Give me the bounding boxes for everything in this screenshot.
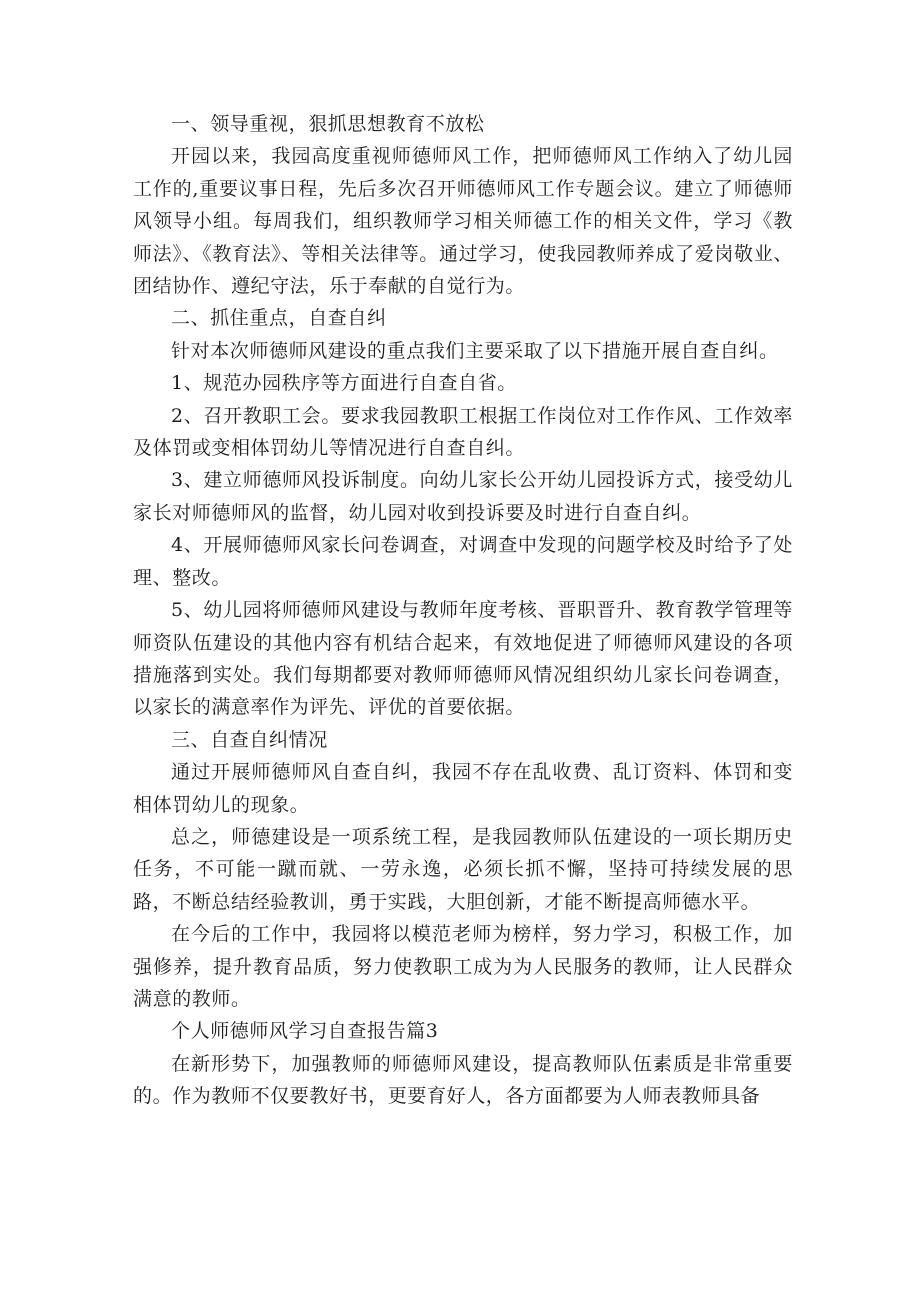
paragraph-opening: 开园以来，我园高度重视师德师风工作，把师德师风工作纳入了幼儿园工作的,重要议事日程，先后多次召开师德师风工作专题会议。建立了师德师风领导小组。每周我们，组织教师学习相关师德工作的相关文件，学习《教师法》、《教育法》、等相关法律等。通过学习，使我园教师养成了爱岗敬业、团结协作、遵纪守法，乐于奉献的自觉行为。	[133, 145, 793, 298]
list-item-4: 4、开展师德师风家长问卷调查，对调查中发现的问题学校及时给予了处理、整改。	[133, 534, 793, 589]
paragraph-future: 在今后的工作中，我园将以模范老师为榜样，努力学习，积极工作，加强修养，提升教育品质，努力使教职工成为为人民服务的教师，让人民群众满意的教师。	[133, 923, 793, 1010]
paragraph-report-3-opening: 在新形势下，加强教师的师德师风建设，提高教师队伍素质是非常重要的。作为教师不仅要教好书，更要育好人，各方面都要为人师表教师具备	[133, 1052, 793, 1108]
report-title-3: 个人师德师风学习自查报告篇3	[171, 1020, 439, 1043]
paragraph-findings: 通过开展师德师风自查自纠，我园不存在乱收费、乱订资料、体罚和变相体罚幼儿的现象。	[133, 761, 793, 816]
list-item-5: 5、幼儿园将师德师风建设与教师年度考核、晋职晋升、教育教学管理等师资队伍建设的其他内容有机结合起来，有效地促进了师德师风建设的各项措施落到实处。我们每期都要对教师师德师风情况组织幼儿家长问卷调查，以家长的满意率作为评先、评优的首要依据。	[133, 599, 793, 719]
list-item-3: 3、建立师德师风投诉制度。向幼儿家长公开幼儿园投诉方式，接受幼儿家长对师德师风的监督，幼儿园对收到投诉要及时进行自查自纠。	[133, 469, 793, 524]
list-item-2: 2、召开教职工会。要求我园教职工根据工作岗位对工作作风、工作效率及体罚或变相体罚幼儿等情况进行自查自纠。	[133, 404, 793, 460]
document-body	[133, 108, 793, 1113]
section-heading-3: 三、自查自纠情况	[171, 728, 328, 751]
section-heading-2: 二、抓住重点，自查自纠	[171, 307, 387, 330]
list-item-1: 1、规范办园秩序等方面进行自查自省。	[171, 372, 517, 395]
paragraph-summary: 总之，师德建设是一项系统工程，是我园教师队伍建设的一项长期历史任务，不可能一蹴而就、一劳永逸，必须长抓不懈，坚持可持续发展的思路，不断总结经验教训，勇于实践，大胆创新，才能不断提高师德水平。	[133, 825, 793, 913]
paragraph-measures-intro: 针对本次师德师风建设的重点我们主要采取了以下措施开展自查自纠。	[171, 339, 779, 362]
section-heading-1: 一、领导重视，狠抓思想教育不放松	[171, 113, 485, 135]
